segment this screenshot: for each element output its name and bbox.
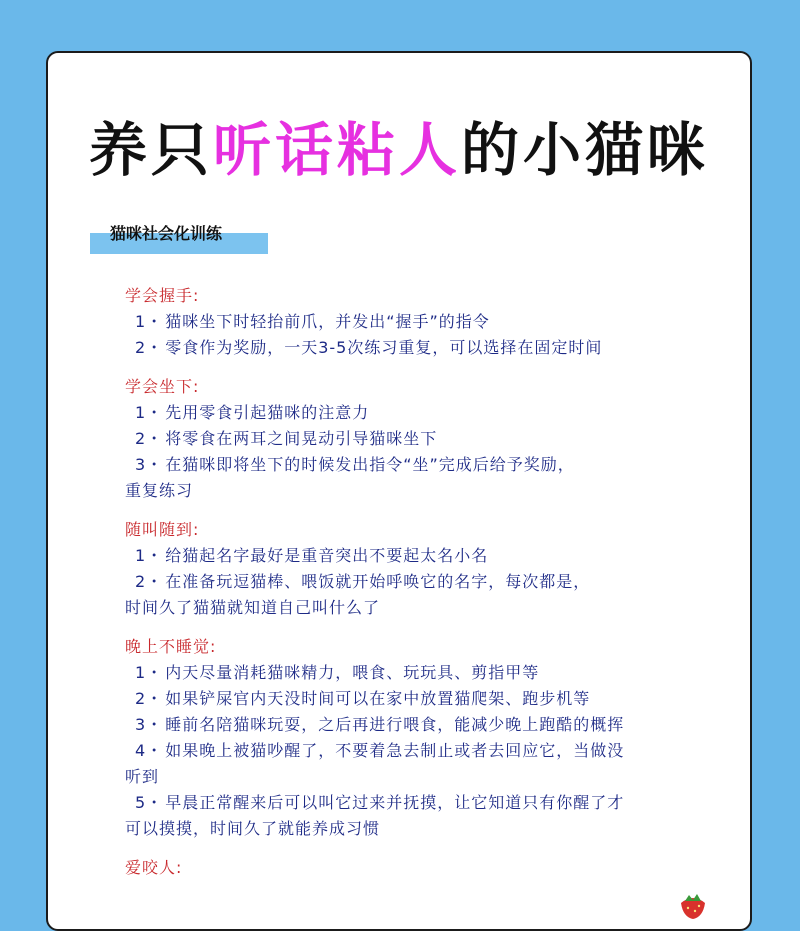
- list-item: [125, 452, 735, 478]
- list-item: [125, 712, 735, 738]
- item-number: 1・: [135, 403, 164, 422]
- training-content: [125, 283, 735, 894]
- page-title: [48, 103, 750, 187]
- list-item: [125, 790, 735, 816]
- list-item: [125, 569, 735, 595]
- training-group: [125, 517, 735, 621]
- item-continuation: 可以摸摸，时间久了就能养成习惯: [125, 819, 381, 838]
- item-text: 先用零食引起猫咪的注意力: [165, 403, 370, 422]
- title-highlight: 听话粘人: [212, 116, 461, 184]
- group-heading: 爱咬人:: [125, 858, 183, 877]
- list-item: [125, 686, 735, 712]
- item-text: 如果晚上被猫吵醒了，不要着急去制止或者去回应它，当做没: [165, 741, 625, 760]
- list-item: [125, 738, 735, 764]
- content-card: [46, 51, 752, 931]
- section-tag-label: 猫咪社会化训练: [110, 224, 223, 243]
- item-continuation: 时间久了猫猫就知道自己叫什么了: [125, 598, 381, 617]
- group-heading: 晚上不睡觉:: [125, 637, 217, 656]
- item-text: 给猫起名字最好是重音突出不要起太名小名: [165, 546, 489, 565]
- list-item: [125, 660, 735, 686]
- item-number: 1・: [135, 663, 164, 682]
- item-text: 零食作为奖励，一天3-5次练习重复，可以选择在固定时间: [165, 338, 603, 357]
- item-number: 3・: [135, 715, 164, 734]
- item-number: 2・: [135, 429, 164, 448]
- training-group: [125, 374, 735, 504]
- list-item: [125, 309, 735, 335]
- group-heading: 学会坐下:: [125, 377, 200, 396]
- item-text: 早晨正常醒来后可以叫它过来并抚摸，让它知道只有你醒了才: [165, 793, 625, 812]
- list-item: [125, 543, 735, 569]
- strawberry-icon: [673, 889, 713, 919]
- item-number: 1・: [135, 546, 164, 565]
- list-item: [125, 426, 735, 452]
- training-group: [125, 855, 735, 881]
- item-number: 1・: [135, 312, 164, 331]
- item-number: 4・: [135, 741, 164, 760]
- item-text: 睡前名陪猫咪玩耍，之后再进行喂食，能减少晚上跑酷的概挥: [165, 715, 625, 734]
- list-item: [125, 335, 735, 361]
- section-tag: [90, 219, 268, 254]
- training-group: [125, 283, 735, 361]
- item-text: 内天尽量消耗猫咪精力，喂食、玩玩具、剪指甲等: [165, 663, 540, 682]
- item-text: 在准备玩逗猫棒、喂饭就开始呼唤它的名字，每次都是，: [165, 572, 591, 591]
- title-part-1: 养只: [88, 116, 213, 184]
- item-text: 将零食在两耳之间晃动引导猫咪坐下: [165, 429, 438, 448]
- item-continuation: 听到: [125, 767, 160, 786]
- item-number: 2・: [135, 338, 164, 357]
- item-continuation: 重复练习: [125, 481, 194, 500]
- item-text: 如果铲屎官内天没时间可以在家中放置猫爬架、跑步机等: [165, 689, 591, 708]
- training-group: [125, 634, 735, 842]
- list-item: [125, 400, 735, 426]
- item-number: 3・: [135, 455, 164, 474]
- item-number: 2・: [135, 572, 164, 591]
- group-heading: 学会握手:: [125, 286, 200, 305]
- group-heading: 随叫随到:: [125, 520, 200, 539]
- item-text: 在猫咪即将坐下的时候发出指令“坐”完成后给予奖励，: [165, 455, 575, 474]
- title-part-2: 的小猫咪: [461, 116, 710, 184]
- item-text: 猫咪坐下时轻抬前爪，并发出“握手”的指令: [165, 312, 490, 331]
- item-number: 5・: [135, 793, 164, 812]
- item-number: 2・: [135, 689, 164, 708]
